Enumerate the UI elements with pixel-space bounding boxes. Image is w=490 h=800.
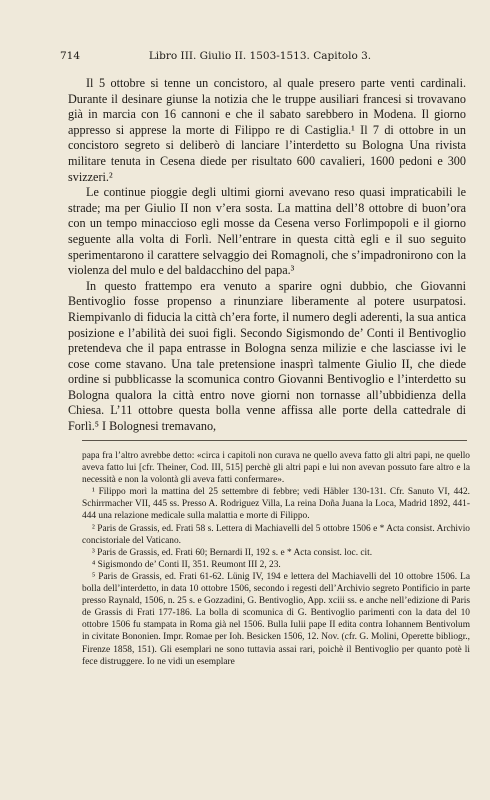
running-title: Libro III. Giulio II. 1503-1513. Capitolo 3. [148, 50, 372, 62]
footnotes [82, 450, 470, 668]
footnote-continuation: papa fra l’altro avrebbe detto: «circa i capitoli non curava ne quello aveva fatto gli altri papi, ne quello aveva fatto lui [cfr. Theiner, Cod. III, 515] perchè gli altri papi e lui non avevan possuto fare altro e la necessità e non la volontà gli aveva fatti confermare». [82, 451, 470, 486]
footnote: ⁵ Paris de Grassis, ed. Frati 61-62. Lünig IV, 194 e lettera del Machiavelli del 10 ottobre 1506. La bolla dell’interdetto, in data 10 ottobre 1506, secondo i regesti dell’Archivio segreto Pontificio in parte presso Raynald, 1506, n. 25 s. e Gozzadini, G. Bentivoglio, App. xciii ss. e anche nell’edizione di Paris de Grassis di Frati 177-186. La bolla di scomunica di G. Bentivoglio parimenti con la data del 10 ottobre 1506 fu stampata in Roma già nel 1506. Bulla Iulii pape II edita contra Iohannem Bentivolum in civitate Bononien. Impr. Romae per Ioh. Besicken 1506, 12. Nov. (cfr. G. Molini, Operette bibliogr., Firenze 1858, 151). Gli esemplari ne sono tuttavia assai rari, poichè il Bentivoglio per quanto potè li fece distruggere. Io ne vidi un esemplare [82, 571, 470, 667]
main-text [68, 76, 466, 435]
footnote: ³ Paris de Grassis, ed. Frati 60; Bernardi II, 192 s. e * Acta consist. loc. cit. [92, 547, 373, 558]
footnote: ¹ Filippo morì la mattina del 25 settembre di febbre; vedi Häbler 130-131. Cfr. Sanuto VI, 442. Schirrmacher VII, 445 ss. Presso A. Rodriguez Villa, La reina Doña Juana la Loca, Madrid 1892, 441-444 una relazione medicale sulla malattia e morte di Filippo. [82, 487, 470, 522]
page-number: 714 [60, 50, 81, 62]
paragraph: Il 5 ottobre si tenne un concistoro, al quale presero parte venti cardinali. Durante il desinare giunse la notizia che le truppe ausiliari francesi si trovavano già in marcia con 16 cannoni e che il sabato sarebbero in Modena. Il giorno appresso si apprese la morte di Filippo re di Castiglia.¹ Il 7 di ottobre in un concistoro segreto si deliberò di lanciare l’interdetto su Bologna Una rivista militare tenuta in Cesena diede per risultato 600 cavalieri, 1600 pedoni e 300 svizzeri.² [68, 76, 466, 184]
page-header [60, 50, 460, 68]
paragraph: Le continue pioggie degli ultimi giorni avevano reso quasi impraticabili le strade; ma per Giulio II non v’era sosta. La mattina dell’8 ottobre di buon’ora con un tempo minaccioso egli mosse da Cesena verso Forlimpopoli e il giorno seguente alla volta di Forlì. Nell’entrare in questa città egli e il suo seguito sperimentarono il carattere selvaggio dei Romagnoli, che s’impadronirono con la violenza del mulo e del baldacchino del papa.³ [68, 185, 466, 278]
paragraph: In questo frattempo era venuto a sparire ogni dubbio, che Giovanni Bentivoglio fosse propenso a rinunziare liberamente al potere usurpatosi. Riempivanlo di fiducia la città ch’era forte, il numero degli aderenti, la sua antica posizione e l’abilità dei suoi figli. Secondo Sigismondo de’ Conti il Bentivoglio pretendeva che il papa entrasse in Bologna senza milizie e che lasciasse ivi le cose come stavano. Una tale pretensione inasprì talmente Giulio II, che diede ordine si pubblicasse la scomunica contro Giovanni Bentivoglio e l’interdetto su Bologna qualora la città entro nove giorni non tornasse all’ubbidienza della Chiesa. L’11 ottobre questa bolla venne affissa alle porte della cattedrale di Forlì.⁵ I Bolognesi tremavano, [68, 278, 466, 434]
footnote: ² Paris de Grassis, ed. Frati 58 s. Lettera di Machiavelli del 5 ottobre 1506 e * Acta consist. Archivio concistoriale del Vaticano. [82, 523, 470, 546]
footnote-rule [82, 440, 467, 441]
footnote: ⁴ Sigismondo de’ Conti II, 351. Reumont III 2, 23. [92, 559, 281, 570]
